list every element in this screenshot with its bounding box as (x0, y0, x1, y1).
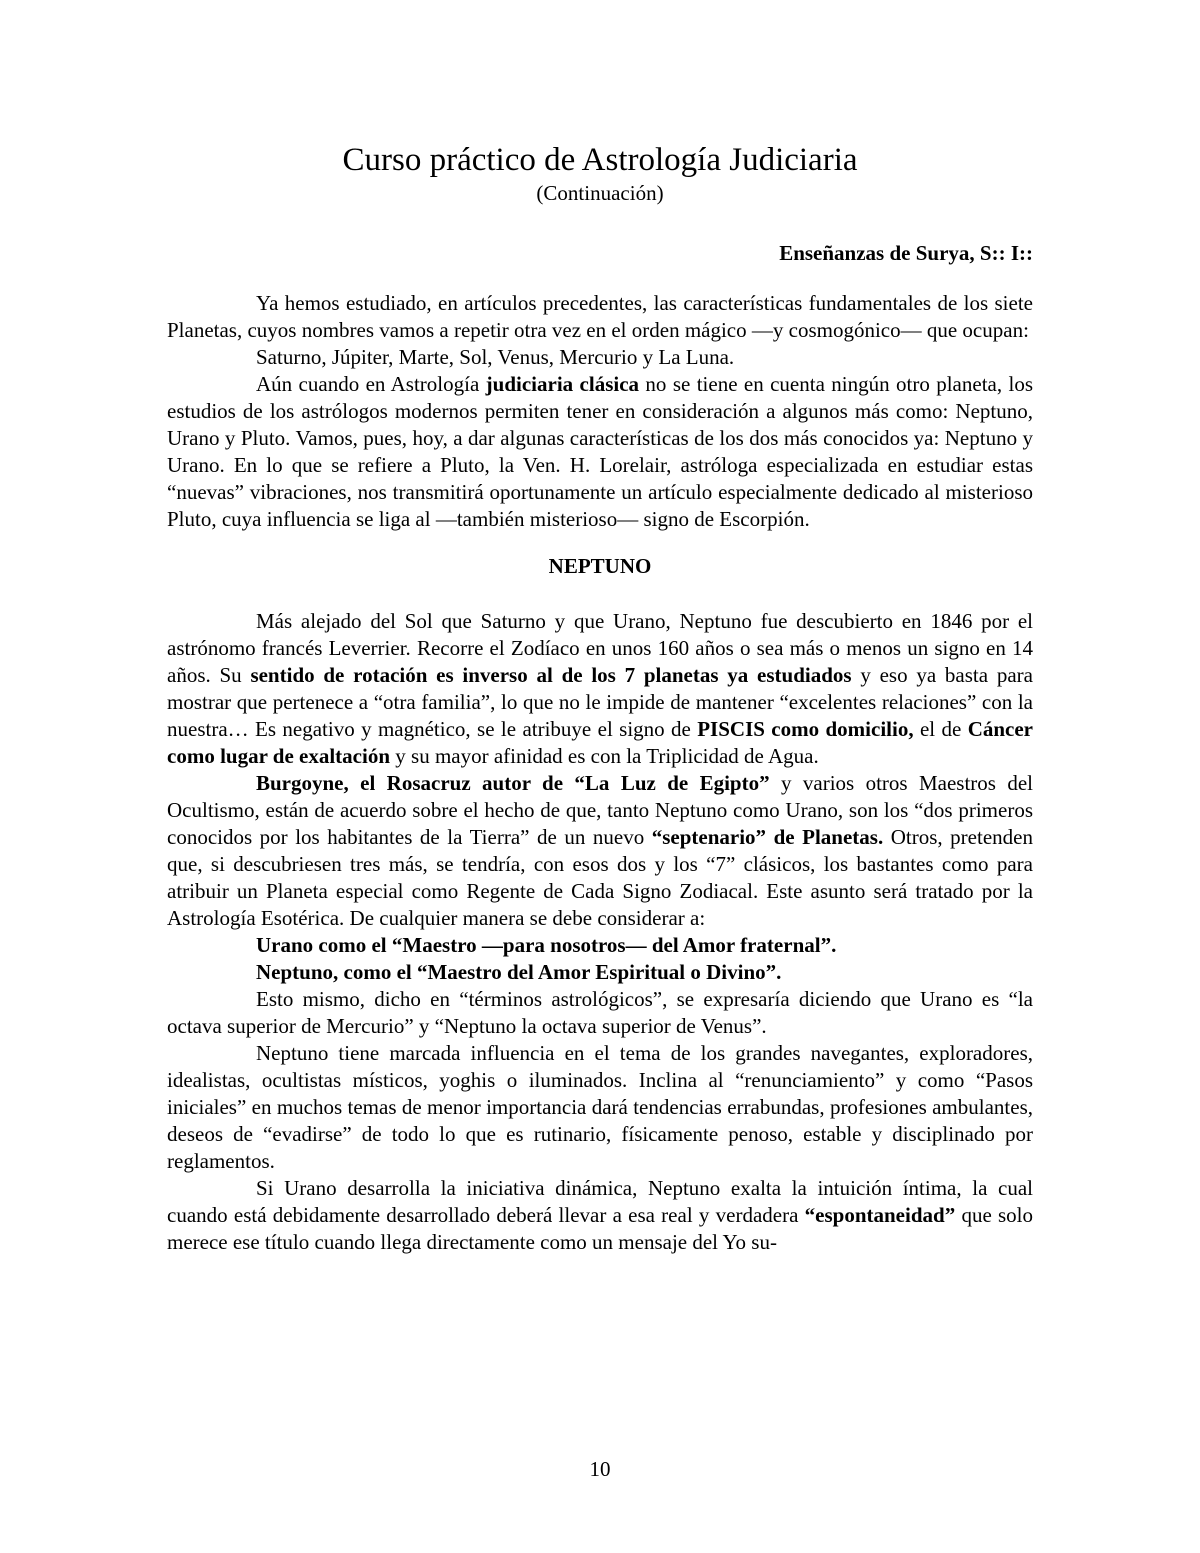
section-heading: NEPTUNO (548, 554, 652, 578)
text-run: Otros, pretenden que, si descubriesen tres más, se tendría, con esos dos y los “7” clásicos, los bastantes como para atribuir un Planeta especial como Regente de Cada Signo Zodiacal. Este asunto será tratado por la Astrología Esotérica. De cualquier manera se debe considerar a: (167, 825, 1033, 930)
neptuno-paragraph-3: Esto mismo, dicho en “términos astrológicos”, se expresaría diciendo que Urano es “la octava superior de Mercurio” y “Neptuno la octava superior de Venus”. (167, 987, 1033, 1038)
neptuno-paragraph-1 (167, 608, 1033, 770)
planets-list: Saturno, Júpiter, Marte, Sol, Venus, Mercurio y La Luna. (256, 345, 735, 369)
bold-run: “septenario” de Planetas. (651, 825, 884, 849)
neptuno-paragraph-2 (167, 770, 1033, 932)
text-run: que solo merece ese título cuando llega directamente como un mensaje del Yo su- (167, 1203, 1034, 1254)
bold-run: Cáncer como lugar de exaltación (167, 717, 1033, 768)
author-line: Enseñanzas de Surya, S:: I:: (779, 241, 1033, 265)
bold-run: judiciaria clásica (485, 372, 640, 396)
bold-run: Burgoyne, el Rosacruz autor de “La Luz de Egipto” (256, 771, 770, 795)
bold-run: PISCIS como domicilio, (697, 717, 914, 741)
text-run: Si Urano desarrolla la iniciativa dinámica, Neptuno exalta la intuición íntima, la cual cuando está debidamente desarrollado deberá llevar a esa real y verdadera (167, 1176, 1033, 1227)
intro-paragraph-3 (167, 371, 1033, 533)
urano-statement (167, 932, 1033, 959)
document-subtitle: (Continuación) (536, 181, 664, 205)
bold-run: Urano como el “Maestro —para nosotros— del Amor fraternal”. (256, 933, 837, 957)
page-number: 10 (589, 1457, 611, 1481)
article-body (167, 290, 1033, 1256)
text-run: y su mayor afinidad es con la Triplicidad de Agua. (390, 744, 819, 768)
text-run: Más alejado del Sol que Saturno y que Urano, Neptuno fue descubierto en 1846 por el astrónomo francés Leverrier. Recorre el Zodíaco en unos 160 años o sea más o menos un signo en 14 años. Su (167, 609, 1033, 687)
document-title: Curso práctico de Astrología Judiciaria (342, 142, 858, 178)
neptuno-paragraph-5 (167, 1175, 1033, 1256)
bold-run: sentido de rotación es inverso al de los 7 planetas ya estudiados (250, 663, 852, 687)
neptuno-paragraph-4: Neptuno tiene marcada influencia en el tema de los grandes navegantes, exploradores, idealistas, ocultistas místicos, yoghis o iluminados. Inclina al “renunciamiento” y como “Pasos iniciales” en muchos temas de menor importancia dará tendencias errabundas, profesiones ambulantes, deseos de “evadirse” de todo lo que es rutinario, físicamente penoso, estable y disciplinado por reglamentos. (167, 1041, 1033, 1173)
text-run: el de (913, 717, 968, 741)
intro-paragraph-1: Ya hemos estudiado, en artículos precedentes, las características fundamentales de los siete Planetas, cuyos nombres vamos a repetir otra vez en el orden mágico —y cosmogónico— que ocupan: (167, 291, 1033, 342)
text-run: y eso ya basta para mostrar que pertenece a “otra familia”, lo que no le impide de mantener “excelentes relaciones” con la nuestra… Es negativo y magnético, se le atribuye el signo de (167, 663, 1033, 741)
text-run: y varios otros Maestros del Ocultismo, están de acuerdo sobre el hecho de que, tanto Neptuno como Urano, son los “dos primeros conocidos por los habitantes de la Tierra” de un nuevo (167, 771, 1033, 849)
text-run: Aún cuando en Astrología (256, 372, 486, 396)
text-run: no se tiene en cuenta ningún otro planeta, los estudios de los astrólogos modernos permiten tener en consideración a algunos más como: Neptuno, Urano y Pluto. Vamos, pues, hoy, a dar algunas características de los dos más conocidos ya: Neptuno y Urano. En lo que se refiere a Pluto, la Ven. H. Lorelair, astróloga especializada en estudiar estas “nuevas” vibraciones, nos transmitirá oportunamente un artículo especialmente dedicado al misterioso Pluto, cuya influencia se liga al —también misterioso— signo de Escorpión. (167, 372, 1033, 531)
bold-run: “espontaneidad” (804, 1203, 956, 1227)
bold-run: Neptuno, como el “Maestro del Amor Espiritual o Divino”. (256, 960, 782, 984)
neptuno-statement (167, 959, 1033, 986)
document-page (167, 140, 1033, 1256)
